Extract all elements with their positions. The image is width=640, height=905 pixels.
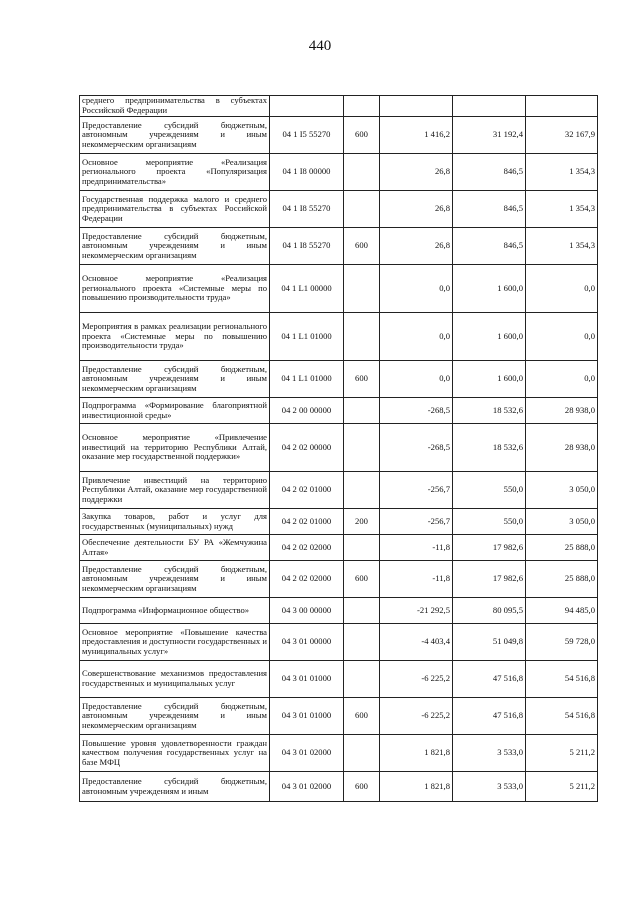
row-expense-type: [344, 265, 380, 313]
row-code: 04 3 01 00000: [270, 624, 344, 661]
row-amount-2: [453, 96, 526, 117]
row-expense-type: 600: [344, 361, 380, 398]
row-name: Мероприятия в рамках реализации регионального проекта «Системные меры по повышению производительности труда»: [80, 313, 270, 361]
row-amount-3: 59 728,0: [526, 624, 598, 661]
row-name: Основное мероприятие «Реализация регионального проекта «Системные меры по повышению производительности труда»: [80, 265, 270, 313]
row-amount-3: 1 354,3: [526, 191, 598, 228]
row-code: 04 3 01 02000: [270, 735, 344, 772]
row-amount-1: -256,7: [380, 509, 453, 535]
row-name: Обеспечение деятельности БУ РА «Жемчужина Алтая»: [80, 535, 270, 561]
row-amount-2: 846,5: [453, 228, 526, 265]
table-row: [80, 154, 598, 191]
row-name: Предоставление субсидий бюджетным, автономным учреждениям и иным некоммерческим организациям: [80, 698, 270, 735]
row-code: 04 2 02 00000: [270, 424, 344, 472]
row-code: 04 1 I8 55270: [270, 191, 344, 228]
row-code: 04 2 02 02000: [270, 535, 344, 561]
row-expense-type: [344, 398, 380, 424]
row-amount-3: 54 516,8: [526, 661, 598, 698]
row-name: Предоставление субсидий бюджетным, автономным учреждениям и иным некоммерческим организациям: [80, 361, 270, 398]
row-amount-1: 0,0: [380, 361, 453, 398]
budget-table-body: [80, 96, 598, 802]
table-row: [80, 598, 598, 624]
row-amount-2: 1 600,0: [453, 313, 526, 361]
table-row: [80, 535, 598, 561]
row-amount-1: 26,8: [380, 191, 453, 228]
row-amount-1: -4 403,4: [380, 624, 453, 661]
row-expense-type: [344, 154, 380, 191]
row-amount-1: -11,8: [380, 535, 453, 561]
row-amount-3: 0,0: [526, 265, 598, 313]
row-amount-3: 1 354,3: [526, 228, 598, 265]
row-expense-type: [344, 424, 380, 472]
row-amount-3: 94 485,0: [526, 598, 598, 624]
row-name: Повышение уровня удовлетворенности граждан качеством получения государственных услуг на базе МФЦ: [80, 735, 270, 772]
row-amount-3: 5 211,2: [526, 772, 598, 802]
row-name: Предоставление субсидий бюджетным, автономным учреждениям и иным некоммерческим организациям: [80, 228, 270, 265]
row-name: Предоставление субсидий бюджетным, автономным учреждениям и иным некоммерческим организациям: [80, 561, 270, 598]
row-amount-2: 1 600,0: [453, 361, 526, 398]
row-amount-1: -268,5: [380, 398, 453, 424]
page-number: 440: [308, 38, 332, 54]
table-row: [80, 698, 598, 735]
row-amount-2: 80 095,5: [453, 598, 526, 624]
budget-table: [79, 95, 598, 802]
row-amount-3: 1 354,3: [526, 154, 598, 191]
row-expense-type: 600: [344, 561, 380, 598]
row-code: 04 1 L1 00000: [270, 265, 344, 313]
row-expense-type: 600: [344, 117, 380, 154]
row-amount-1: -6 225,2: [380, 661, 453, 698]
table-row: [80, 735, 598, 772]
row-name: среднего предпринимательства в субъектах Российской Федерации: [80, 96, 270, 117]
row-amount-2: 18 532,6: [453, 424, 526, 472]
table-row: [80, 96, 598, 117]
row-expense-type: [344, 624, 380, 661]
table-row: [80, 117, 598, 154]
row-expense-type: [344, 96, 380, 117]
row-amount-2: 18 532,6: [453, 398, 526, 424]
row-amount-3: 28 938,0: [526, 398, 598, 424]
row-name: Закупка товаров, работ и услуг для государственных (муниципальных) нужд: [80, 509, 270, 535]
row-amount-1: 26,8: [380, 228, 453, 265]
row-code: 04 1 L1 01000: [270, 313, 344, 361]
row-code: 04 2 02 01000: [270, 509, 344, 535]
row-amount-2: 17 982,6: [453, 561, 526, 598]
row-name: Основное мероприятие «Привлечение инвестиций на территорию Республики Алтай, оказание мер государственной поддержки»: [80, 424, 270, 472]
row-amount-3: 25 888,0: [526, 535, 598, 561]
row-amount-2: 846,5: [453, 191, 526, 228]
row-code: 04 3 01 02000: [270, 772, 344, 802]
row-amount-2: 51 049,8: [453, 624, 526, 661]
row-amount-3: 0,0: [526, 361, 598, 398]
row-code: 04 2 02 02000: [270, 561, 344, 598]
table-row: [80, 228, 598, 265]
row-amount-2: 31 192,4: [453, 117, 526, 154]
table-row: [80, 561, 598, 598]
row-amount-3: 3 050,0: [526, 509, 598, 535]
row-code: 04 1 I5 55270: [270, 117, 344, 154]
table-row: [80, 472, 598, 509]
table-row: [80, 313, 598, 361]
row-amount-2: 47 516,8: [453, 698, 526, 735]
table-row: [80, 624, 598, 661]
row-expense-type: [344, 191, 380, 228]
row-code: 04 1 I8 00000: [270, 154, 344, 191]
row-name: Подпрограмма «Информационное общество»: [80, 598, 270, 624]
row-amount-3: 28 938,0: [526, 424, 598, 472]
row-code: 04 2 00 00000: [270, 398, 344, 424]
row-amount-2: 3 533,0: [453, 772, 526, 802]
row-expense-type: 600: [344, 772, 380, 802]
row-expense-type: 600: [344, 698, 380, 735]
row-amount-3: [526, 96, 598, 117]
row-name: Совершенствование механизмов предоставления государственных и муниципальных услуг: [80, 661, 270, 698]
row-amount-3: 32 167,9: [526, 117, 598, 154]
row-amount-3: 54 516,8: [526, 698, 598, 735]
row-amount-1: -268,5: [380, 424, 453, 472]
row-amount-1: -11,8: [380, 561, 453, 598]
row-amount-1: -256,7: [380, 472, 453, 509]
table-row: [80, 509, 598, 535]
row-code: 04 1 L1 01000: [270, 361, 344, 398]
row-name: Государственная поддержка малого и среднего предпринимательства в субъектах Российской Федерации: [80, 191, 270, 228]
row-amount-1: 1 821,8: [380, 772, 453, 802]
row-amount-3: 5 211,2: [526, 735, 598, 772]
row-amount-1: 26,8: [380, 154, 453, 191]
row-amount-2: 1 600,0: [453, 265, 526, 313]
table-row: [80, 772, 598, 802]
row-name: Привлечение инвестиций на территорию Республики Алтай, оказание мер государственной поддержки: [80, 472, 270, 509]
row-code: 04 1 I8 55270: [270, 228, 344, 265]
row-expense-type: [344, 735, 380, 772]
row-expense-type: [344, 535, 380, 561]
row-expense-type: [344, 598, 380, 624]
table-row: [80, 265, 598, 313]
row-amount-2: 17 982,6: [453, 535, 526, 561]
row-amount-3: 0,0: [526, 313, 598, 361]
row-amount-2: 846,5: [453, 154, 526, 191]
row-name: Подпрограмма «Формирование благоприятной инвестиционной среды»: [80, 398, 270, 424]
table-row: [80, 661, 598, 698]
row-code: 04 3 01 01000: [270, 661, 344, 698]
row-amount-2: 550,0: [453, 472, 526, 509]
row-code: 04 3 00 00000: [270, 598, 344, 624]
row-amount-1: -6 225,2: [380, 698, 453, 735]
row-amount-1: 0,0: [380, 313, 453, 361]
row-name: Предоставление субсидий бюджетным, автономным учреждениям и иным: [80, 772, 270, 802]
table-row: [80, 361, 598, 398]
row-amount-1: 0,0: [380, 265, 453, 313]
row-amount-1: -21 292,5: [380, 598, 453, 624]
row-expense-type: [344, 313, 380, 361]
row-expense-type: [344, 661, 380, 698]
row-code: 04 3 01 01000: [270, 698, 344, 735]
table-row: [80, 191, 598, 228]
row-amount-3: 3 050,0: [526, 472, 598, 509]
row-amount-2: 3 533,0: [453, 735, 526, 772]
row-expense-type: 600: [344, 228, 380, 265]
row-name: Предоставление субсидий бюджетным, автономным учреждениям и иным некоммерческим организациям: [80, 117, 270, 154]
row-expense-type: 200: [344, 509, 380, 535]
row-amount-3: 25 888,0: [526, 561, 598, 598]
table-row: [80, 424, 598, 472]
row-code: 04 2 02 01000: [270, 472, 344, 509]
row-name: Основное мероприятие «Повышение качества предоставления и доступности государственных и муниципальных услуг»: [80, 624, 270, 661]
row-code: [270, 96, 344, 117]
row-amount-1: [380, 96, 453, 117]
row-name: Основное мероприятие «Реализация регионального проекта «Популяризация предпринимательства»: [80, 154, 270, 191]
row-amount-1: 1 821,8: [380, 735, 453, 772]
row-amount-2: 550,0: [453, 509, 526, 535]
table-row: [80, 398, 598, 424]
row-amount-1: 1 416,2: [380, 117, 453, 154]
row-expense-type: [344, 472, 380, 509]
row-amount-2: 47 516,8: [453, 661, 526, 698]
